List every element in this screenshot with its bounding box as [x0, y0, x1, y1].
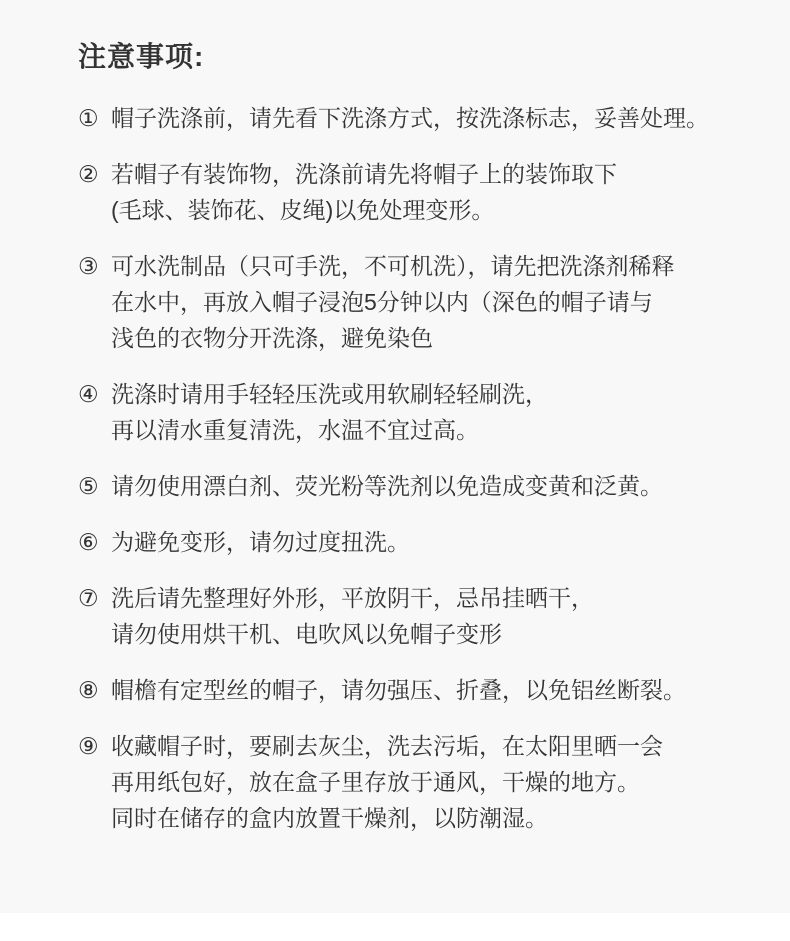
bottom-white-strip	[0, 913, 790, 941]
item-line: 帽檐有定型丝的帽子，请勿强压、折叠，以免铝丝断裂。	[111, 677, 686, 703]
item-lines	[111, 524, 734, 560]
item-line: 可水洗制品（只可手洗，不可机洗），请先把洗涤剂稀释	[111, 253, 675, 279]
item-line: 浅色的衣物分开洗涤，避免染色	[111, 325, 433, 351]
item-lines	[111, 580, 734, 652]
notice-item-6	[78, 524, 734, 560]
item-line: (毛球、装饰花、皮绳)以免处理变形。	[111, 197, 495, 223]
item-lines	[111, 468, 734, 504]
item-line: 帽子洗涤前，请先看下洗涤方式，按洗涤标志，妥善处理。	[111, 105, 709, 131]
item-line: 请勿使用漂白剂、荧光粉等洗剂以免造成变黄和泛黄。	[111, 473, 663, 499]
notice-item-4	[78, 376, 734, 448]
item-line: 请勿使用烘干机、电吹风以免帽子变形	[111, 621, 502, 647]
item-lines	[111, 376, 734, 448]
item-line: 再用纸包好，放在盒子里存放于通风，干燥的地方。	[111, 769, 640, 795]
item-marker: ⑥	[78, 529, 99, 555]
item-marker: ③	[78, 253, 99, 279]
item-lines	[111, 100, 734, 136]
item-lines	[111, 728, 734, 836]
item-marker: ②	[78, 161, 99, 187]
notice-item-1	[78, 100, 734, 136]
item-line: 在水中，再放入帽子浸泡5分钟以内（深色的帽子请与	[111, 289, 653, 315]
item-lines	[111, 248, 734, 356]
item-marker: ⑦	[78, 585, 99, 611]
item-line: 收藏帽子时，要刷去灰尘，洗去污垢，在太阳里晒一会	[111, 733, 663, 759]
item-marker: ⑨	[78, 733, 99, 759]
page-title: 注意事项:	[78, 41, 205, 72]
notice-item-3	[78, 248, 734, 356]
item-line: 为避免变形，请勿过度扭洗。	[111, 529, 410, 555]
item-line: 洗涤时请用手轻轻压洗或用软刷轻轻刷洗，	[111, 381, 548, 407]
item-marker: ④	[78, 381, 99, 407]
notice-item-9	[78, 728, 734, 836]
item-line: 洗后请先整理好外形，平放阴干，忌吊挂晒干，	[111, 585, 594, 611]
item-line: 若帽子有装饰物，洗涤前请先将帽子上的装饰取下	[111, 161, 617, 187]
notice-item-8	[78, 672, 734, 708]
item-line: 再以清水重复清洗，水温不宜过高。	[111, 417, 479, 443]
item-marker: ⑤	[78, 473, 99, 499]
item-marker: ⑧	[78, 677, 99, 703]
item-lines	[111, 672, 734, 708]
item-marker: ①	[78, 105, 99, 131]
notice-item-2	[78, 156, 734, 228]
item-lines	[111, 156, 734, 228]
notice-item-5	[78, 468, 734, 504]
notice-item-7	[78, 580, 734, 652]
item-line: 同时在储存的盒内放置干燥剂，以防潮湿。	[111, 805, 548, 831]
